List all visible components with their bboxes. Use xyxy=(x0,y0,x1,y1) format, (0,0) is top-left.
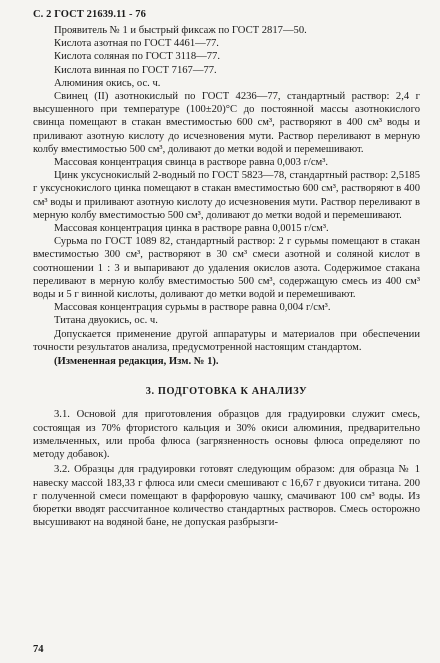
antimony-standard-solution: Сурьма по ГОСТ 1089 82, стандартный раствор: 2 г сурьмы помещают в стакан вместимостью 300 см³, растворяют в 30 см³ смеси азотной и соляной кислот в соотношении 1 : 3 и выпаривают до удаления окислов азота. Содержимое стакана переливают в мерную колбу вместимостью 500 см³, содержащую смесь из 400 см³ воды и 5 г винной кислоты, доливают до метки водой и перемешивают. xyxy=(33,236,420,301)
paragraph-3-2: 3.2. Образцы для градуировки готовят следующим образом: для образца № 1 навеску массой 183,33 г флюса или смеси смешивают с 16,67 г двуокиси титана. 200 г полученной смеси помещают в фарфоровую чашку, смачивают 100 см³ воды. Из бюретки вводят рассчитанное количество стандартных растворов. Смесь осторожно высушивают на водяной бане, не допуская разбрызги- xyxy=(33,464,420,529)
reagent-hydrochloric-acid: Кислота соляная по ГОСТ 3118—77. xyxy=(54,51,220,63)
paragraph-3-1: 3.1. Основой для приготовления образцов для градуировки служит смесь, состоящая из 70% фтористого кальция и 30% окиси алюминия, предварительно измельченных, или проба флюса (загрязненность основы флюса определяют по методу добавок). xyxy=(33,409,420,461)
section-title: 3. ПОДГОТОВКА К АНАЛИЗУ xyxy=(145,386,308,398)
zinc-standard-solution: Цинк уксуснокислый 2-водный по ГОСТ 5823—78, стандартный раствор: 2,5185 г уксуснокислого цинка помещают в стакан вместимостью 600 см³, растворяют в 400 см³ воды и приливают азотную кислоту до исчезновения мути. Раствор переливают в мерную колбу вместимостью 500 см³, доливают до метки водой и перемешивают. xyxy=(33,170,420,221)
amendment-note: (Измененная редакция, Изм. № 1). xyxy=(54,356,219,368)
reagent-tartaric-acid: Кислота винная по ГОСТ 7167—77. xyxy=(54,64,217,76)
reagent-titanium-dioxide: Титана двуокись, ос. ч. xyxy=(54,315,158,327)
lead-concentration: Массовая концентрация свинца в растворе равна 0,003 г/см³. xyxy=(54,157,329,169)
page-body xyxy=(33,24,420,529)
zinc-concentration: Массовая концентрация цинка в растворе равна 0,0015 г/см³. xyxy=(54,223,329,235)
antimony-concentration: Массовая концентрация сурьмы в растворе равна 0,004 г/см³. xyxy=(54,302,331,314)
lead-standard-solution: Свинец (II) азотнокислый по ГОСТ 4236—77, стандартный раствор: 2,4 г высушенного при температуре (100±20)°С до постоянной массы азотнокислого свинца помещают в стакан вместимостью 600 см³, растворяют в 400 см³ воды и приливают азотную кислоту до исчезновения мути. Раствор переливают в мерную колбу вместимостью 500 см³, доливают до метки водой и перемешивают. xyxy=(33,91,420,155)
page-header: С. 2 ГОСТ 21639.11 - 76 xyxy=(33,9,146,20)
reagent-nitric-acid: Кислота азотная по ГОСТ 4461—77. xyxy=(54,38,219,50)
reagent-alumina: Алюминия окись, ос. ч. xyxy=(54,77,161,89)
reagent-developer: Проявитель № 1 и быстрый фиксаж по ГОСТ 2817—50. xyxy=(54,25,307,36)
equipment-note: Допускается применение другой аппаратуры и материалов при обеспечении точности результатов анализа, предусмотренной настоящим стандартом. xyxy=(33,328,420,353)
page-number: 74 xyxy=(33,644,44,655)
